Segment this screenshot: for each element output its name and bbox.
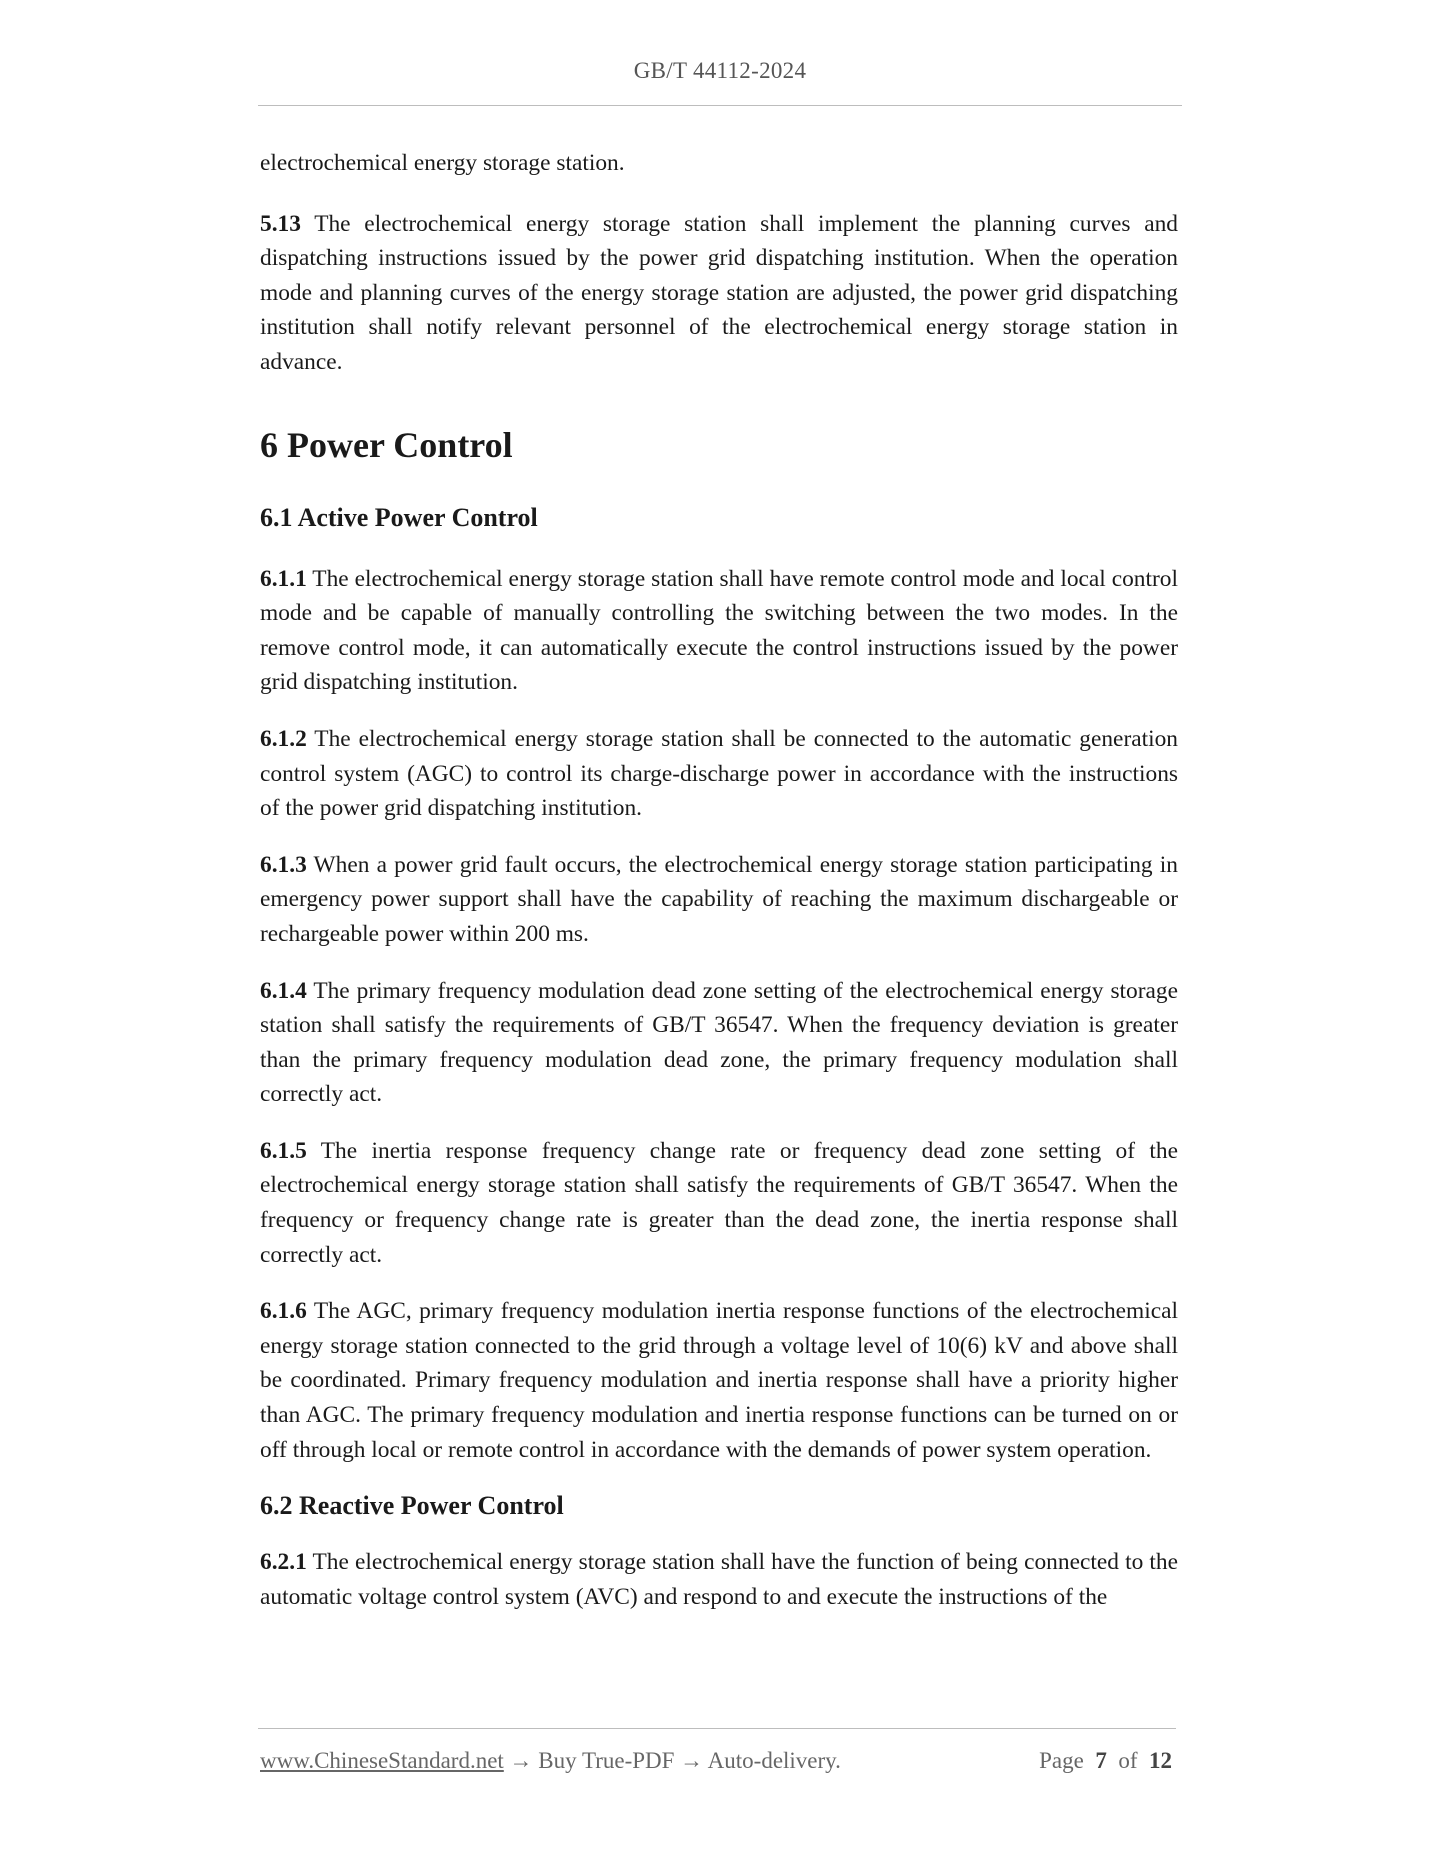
clause-number: 6.1.1 — [260, 565, 307, 592]
standard-code: GB/T 44112-2024 — [633, 58, 807, 83]
footer-promo — [260, 1748, 841, 1774]
clause-text: The electrochemical energy storage station shall have the function of being connected to the automatic voltage control system (AVC) and respond to and execute the instructions of the — [260, 1549, 1178, 1610]
page-header — [258, 58, 1182, 84]
page-total: 12 — [1149, 1748, 1172, 1773]
clause-6-1-6 — [260, 1294, 1178, 1467]
clause-number: 6.2.1 — [260, 1549, 307, 1576]
of-word: of — [1118, 1748, 1138, 1773]
page-indicator — [1039, 1748, 1172, 1774]
clause-5-13 — [260, 207, 1178, 380]
clause-6-1-1 — [260, 562, 1178, 700]
clause-number: 6.1.3 — [260, 851, 307, 878]
clause-text: The electrochemical energy storage station shall be connected to the automatic generation control system (AGC) to control its charge-discharge power in accordance with the instructions of the power grid dispatching institution. — [260, 725, 1178, 822]
clause-text: The electrochemical energy storage station shall have remote control mode and local control mode and be capable of manually controlling the switching between the two modes. In the remove control mode, it can automatically execute the control instructions issued by the power grid dispatching institution. — [260, 565, 1178, 696]
footer-divider — [258, 1728, 1176, 1729]
clause-text: When a power grid fault occurs, the electrochemical energy storage station participating in emergency power support shall have the capability of reaching the maximum dischargeable or rechargeable power within 200 ms. — [260, 851, 1178, 947]
clause-number: 6.1.4 — [260, 977, 307, 1004]
page-current: 7 — [1095, 1748, 1107, 1773]
clause-6-1-4 — [260, 974, 1178, 1112]
clause-6-1-2 — [260, 722, 1178, 826]
clause-number: 6.1.6 — [260, 1298, 307, 1325]
clause-6-2-1 — [260, 1545, 1178, 1614]
clause-text: The AGC, primary frequency modulation inertia response functions of the electrochemical energy storage station connected to the grid through a voltage level of 10(6) kV and above shall be coordinated. Primary frequency modulation and inertia response shall have a priority higher than AGC. The primary frequency modulation and inertia response functions can be turned on or off through local or remote control in accordance with the demands of power system operation. — [260, 1298, 1178, 1463]
document-body — [260, 146, 1178, 1614]
clause-text: The primary frequency modulation dead zone setting of the electrochemical energy storage station shall satisfy the requirements of GB/T 36547. When the frequency deviation is greater than the primary frequency modulation dead zone, the primary frequency modulation shall correctly act. — [260, 977, 1178, 1108]
clause-number: 5.13 — [260, 210, 301, 237]
site-link[interactable]: www.ChineseStandard.net — [260, 1748, 504, 1773]
clause-6-1-5 — [260, 1134, 1178, 1272]
page-footer — [260, 1748, 1172, 1780]
clause-6-1-3 — [260, 848, 1178, 952]
clause-text: The electrochemical energy storage station shall implement the planning curves and dispatching instructions issued by the power grid dispatching institution. When the operation mode and planning curves of the energy storage station are adjusted, the power grid dispatching institution shall notify relevant personnel of the electrochemical energy storage station in advance. — [260, 210, 1178, 375]
subsection-heading-6-1: 6.1 Active Power Control — [260, 502, 538, 532]
section-heading-6: 6 Power Control — [260, 424, 513, 465]
page-word: Page — [1039, 1748, 1084, 1773]
clause-number: 6.1.5 — [260, 1137, 307, 1164]
clause-number: 6.1.2 — [260, 725, 307, 752]
header-divider — [258, 105, 1182, 106]
promo-text: → Buy True-PDF → Auto-delivery. — [503, 1748, 841, 1773]
subsection-heading-6-2: 6.2 Reactive Power Control — [260, 1491, 564, 1521]
continuation-paragraph — [260, 146, 1178, 181]
clause-text: The inertia response frequency change rate or frequency dead zone setting of the electrochemical energy storage station shall satisfy the requirements of GB/T 36547. When the frequency or frequency change rate is greater than the dead zone, the inertia response shall correctly act. — [260, 1137, 1178, 1268]
continuation-text: electrochemical energy storage station. — [260, 150, 625, 176]
